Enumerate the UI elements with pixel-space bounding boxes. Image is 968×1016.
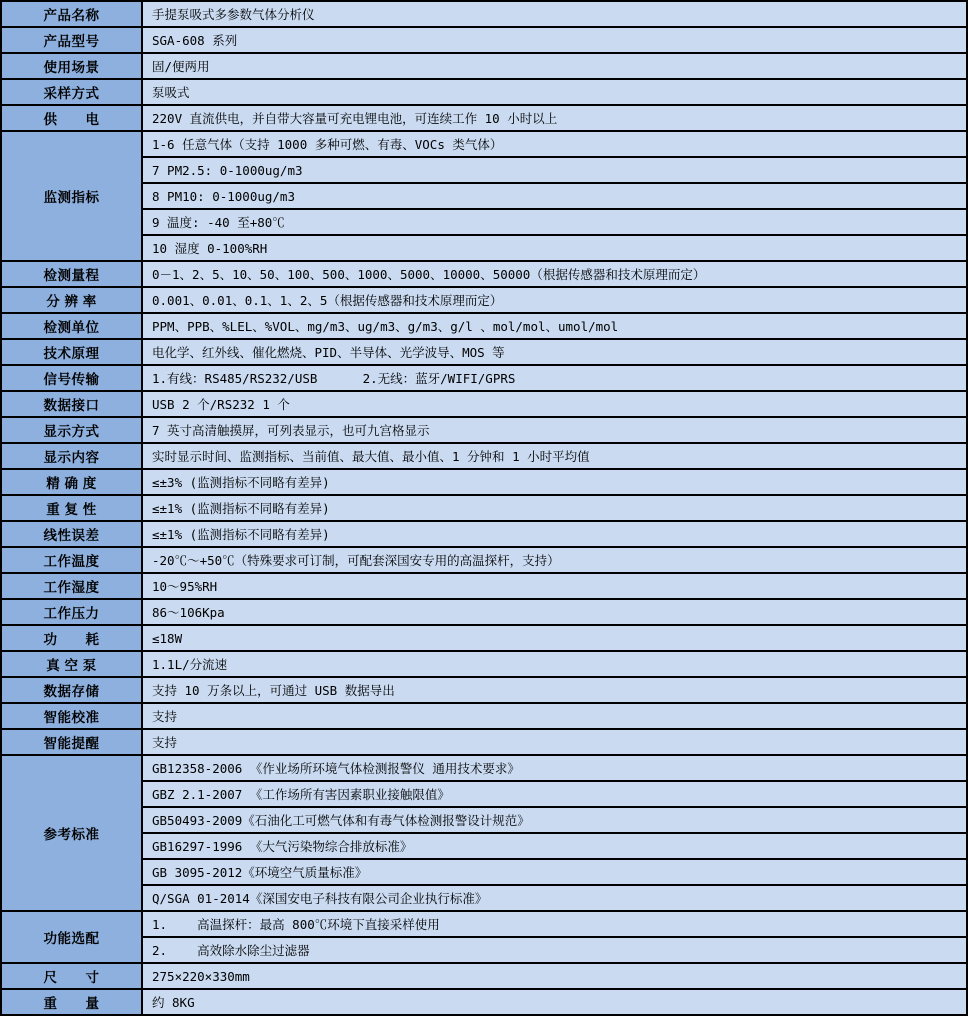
spec-value-smart-calibration: 支持 [142, 703, 967, 729]
spec-label-power-supply: 供 电 [1, 105, 142, 131]
spec-row-data-storage [1, 677, 967, 703]
spec-label-data-interface: 数据接口 [1, 391, 142, 417]
spec-row-smart-calibration [1, 703, 967, 729]
spec-value-optional-functions-1: 1. 高温探杆：最高 800℃环境下直接采样使用 [142, 911, 967, 937]
spec-value-monitoring-indicators-1: 1-6 任意气体（支持 1000 多种可燃、有毒、VOCs 类气体） [142, 131, 967, 157]
spec-row-accuracy [1, 469, 967, 495]
spec-value-sampling-method: 泵吸式 [142, 79, 967, 105]
spec-value-usage-scenario: 固/便两用 [142, 53, 967, 79]
spec-row-product-model [1, 27, 967, 53]
spec-row-power-supply [1, 105, 967, 131]
spec-value-detection-range: 0－1、2、5、10、50、100、500、1000、5000、10000、50000（根据传感器和技术原理而定） [142, 261, 967, 287]
spec-row-detection-unit [1, 313, 967, 339]
spec-row-smart-reminder [1, 729, 967, 755]
spec-label-monitoring-indicators: 监测指标 [1, 131, 142, 261]
spec-value-data-storage: 支持 10 万条以上，可通过 USB 数据导出 [142, 677, 967, 703]
spec-row-operating-temperature [1, 547, 967, 573]
spec-row-monitoring-indicators-line-4 [1, 209, 967, 235]
spec-label-product-model: 产品型号 [1, 27, 142, 53]
spec-value-monitoring-indicators-2: 7 PM2.5: 0-1000ug/m3 [142, 157, 967, 183]
spec-row-display-mode [1, 417, 967, 443]
spec-label-vacuum-pump: 真 空 泵 [1, 651, 142, 677]
spec-row-usage-scenario [1, 53, 967, 79]
spec-row-signal-transmission [1, 365, 967, 391]
spec-value-weight: 约 8KG [142, 989, 967, 1015]
spec-value-monitoring-indicators-3: 8 PM10: 0-1000ug/m3 [142, 183, 967, 209]
spec-label-sampling-method: 采样方式 [1, 79, 142, 105]
spec-row-monitoring-indicators-line-1 [1, 131, 967, 157]
spec-row-sampling-method [1, 79, 967, 105]
spec-value-signal-transmission: 1.有线：RS485/RS232/USB 2.无线：蓝牙/WIFI/GPRS [142, 365, 967, 391]
spec-label-detection-range: 检测量程 [1, 261, 142, 287]
spec-value-power-supply: 220V 直流供电，并自带大容量可充电锂电池，可连续工作 10 小时以上 [142, 105, 967, 131]
spec-row-data-interface [1, 391, 967, 417]
spec-value-reference-standards-3: GB50493-2009《石油化工可燃气体和有毒气体检测报警设计规范》 [142, 807, 967, 833]
spec-label-power-consumption: 功 耗 [1, 625, 142, 651]
spec-row-weight [1, 989, 967, 1015]
spec-value-accuracy: ≤±3% (监测指标不同略有差异) [142, 469, 967, 495]
spec-value-display-mode: 7 英寸高清触摸屏，可列表显示，也可九宫格显示 [142, 417, 967, 443]
spec-row-monitoring-indicators-line-2 [1, 157, 967, 183]
spec-label-detection-unit: 检测单位 [1, 313, 142, 339]
spec-value-monitoring-indicators-4: 9 温度: -40 至+80℃ [142, 209, 967, 235]
spec-row-technical-principle [1, 339, 967, 365]
spec-row-detection-range [1, 261, 967, 287]
spec-value-resolution: 0.001、0.01、0.1、1、2、5（根据传感器和技术原理而定） [142, 287, 967, 313]
spec-label-linearity-error: 线性误差 [1, 521, 142, 547]
spec-value-reference-standards-6: Q/SGA 01-2014《深国安电子科技有限公司企业执行标准》 [142, 885, 967, 911]
spec-row-operating-humidity [1, 573, 967, 599]
spec-label-signal-transmission: 信号传输 [1, 365, 142, 391]
spec-value-power-consumption: ≤18W [142, 625, 967, 651]
spec-row-reference-standards-line-5 [1, 859, 967, 885]
spec-value-operating-temperature: -20℃～+50℃（特殊要求可订制，可配套深国安专用的高温探杆，支持） [142, 547, 967, 573]
spec-value-vacuum-pump: 1.1L/分流速 [142, 651, 967, 677]
spec-value-display-content: 实时显示时间、监测指标、当前值、最大值、最小值、1 分钟和 1 小时平均值 [142, 443, 967, 469]
spec-value-repeatability: ≤±1% (监测指标不同略有差异) [142, 495, 967, 521]
spec-value-data-interface: USB 2 个/RS232 1 个 [142, 391, 967, 417]
spec-label-operating-temperature: 工作温度 [1, 547, 142, 573]
spec-label-weight: 重 量 [1, 989, 142, 1015]
spec-value-optional-functions-2: 2. 高效除水除尘过滤器 [142, 937, 967, 963]
spec-label-reference-standards: 参考标准 [1, 755, 142, 911]
spec-label-smart-calibration: 智能校准 [1, 703, 142, 729]
spec-value-reference-standards-4: GB16297-1996 《大气污染物综合排放标准》 [142, 833, 967, 859]
spec-row-resolution [1, 287, 967, 313]
spec-value-detection-unit: PPM、PPB、%LEL、%VOL、mg/m3、ug/m3、g/m3、g/l 、mol/mol、umol/mol [142, 313, 967, 339]
spec-value-product-name: 手提泵吸式多参数气体分析仪 [142, 1, 967, 27]
spec-row-reference-standards-line-3 [1, 807, 967, 833]
spec-row-monitoring-indicators-line-5 [1, 235, 967, 261]
spec-row-product-name [1, 1, 967, 27]
spec-row-display-content [1, 443, 967, 469]
spec-label-repeatability: 重 复 性 [1, 495, 142, 521]
spec-value-operating-humidity: 10～95%RH [142, 573, 967, 599]
spec-label-data-storage: 数据存储 [1, 677, 142, 703]
spec-label-optional-functions: 功能选配 [1, 911, 142, 963]
spec-value-reference-standards-1: GB12358-2006 《作业场所环境气体检测报警仪 通用技术要求》 [142, 755, 967, 781]
spec-row-optional-functions-line-2 [1, 937, 967, 963]
spec-value-technical-principle: 电化学、红外线、催化燃烧、PID、半导体、光学波导、MOS 等 [142, 339, 967, 365]
spec-row-operating-pressure [1, 599, 967, 625]
spec-row-dimensions [1, 963, 967, 989]
spec-label-operating-humidity: 工作湿度 [1, 573, 142, 599]
spec-row-vacuum-pump [1, 651, 967, 677]
spec-label-display-content: 显示内容 [1, 443, 142, 469]
spec-label-smart-reminder: 智能提醒 [1, 729, 142, 755]
spec-value-reference-standards-5: GB 3095-2012《环境空气质量标准》 [142, 859, 967, 885]
spec-row-power-consumption [1, 625, 967, 651]
spec-row-reference-standards-line-1 [1, 755, 967, 781]
spec-label-display-mode: 显示方式 [1, 417, 142, 443]
spec-row-reference-standards-line-4 [1, 833, 967, 859]
spec-value-reference-standards-2: GBZ 2.1-2007 《工作场所有害因素职业接触限值》 [142, 781, 967, 807]
spec-label-technical-principle: 技术原理 [1, 339, 142, 365]
spec-value-monitoring-indicators-5: 10 湿度 0-100%RH [142, 235, 967, 261]
spec-label-accuracy: 精 确 度 [1, 469, 142, 495]
spec-value-smart-reminder: 支持 [142, 729, 967, 755]
spec-row-repeatability [1, 495, 967, 521]
spec-value-linearity-error: ≤±1% (监测指标不同略有差异) [142, 521, 967, 547]
spec-row-reference-standards-line-2 [1, 781, 967, 807]
spec-row-optional-functions-line-1 [1, 911, 967, 937]
spec-row-monitoring-indicators-line-3 [1, 183, 967, 209]
spec-value-operating-pressure: 86～106Kpa [142, 599, 967, 625]
spec-label-dimensions: 尺 寸 [1, 963, 142, 989]
spec-label-product-name: 产品名称 [1, 1, 142, 27]
spec-row-linearity-error [1, 521, 967, 547]
spec-value-product-model: SGA-608 系列 [142, 27, 967, 53]
spec-label-usage-scenario: 使用场景 [1, 53, 142, 79]
spec-label-resolution: 分 辨 率 [1, 287, 142, 313]
spec-value-dimensions: 275×220×330mm [142, 963, 967, 989]
spec-table-body [1, 1, 967, 1015]
spec-row-reference-standards-line-6 [1, 885, 967, 911]
spec-label-operating-pressure: 工作压力 [1, 599, 142, 625]
